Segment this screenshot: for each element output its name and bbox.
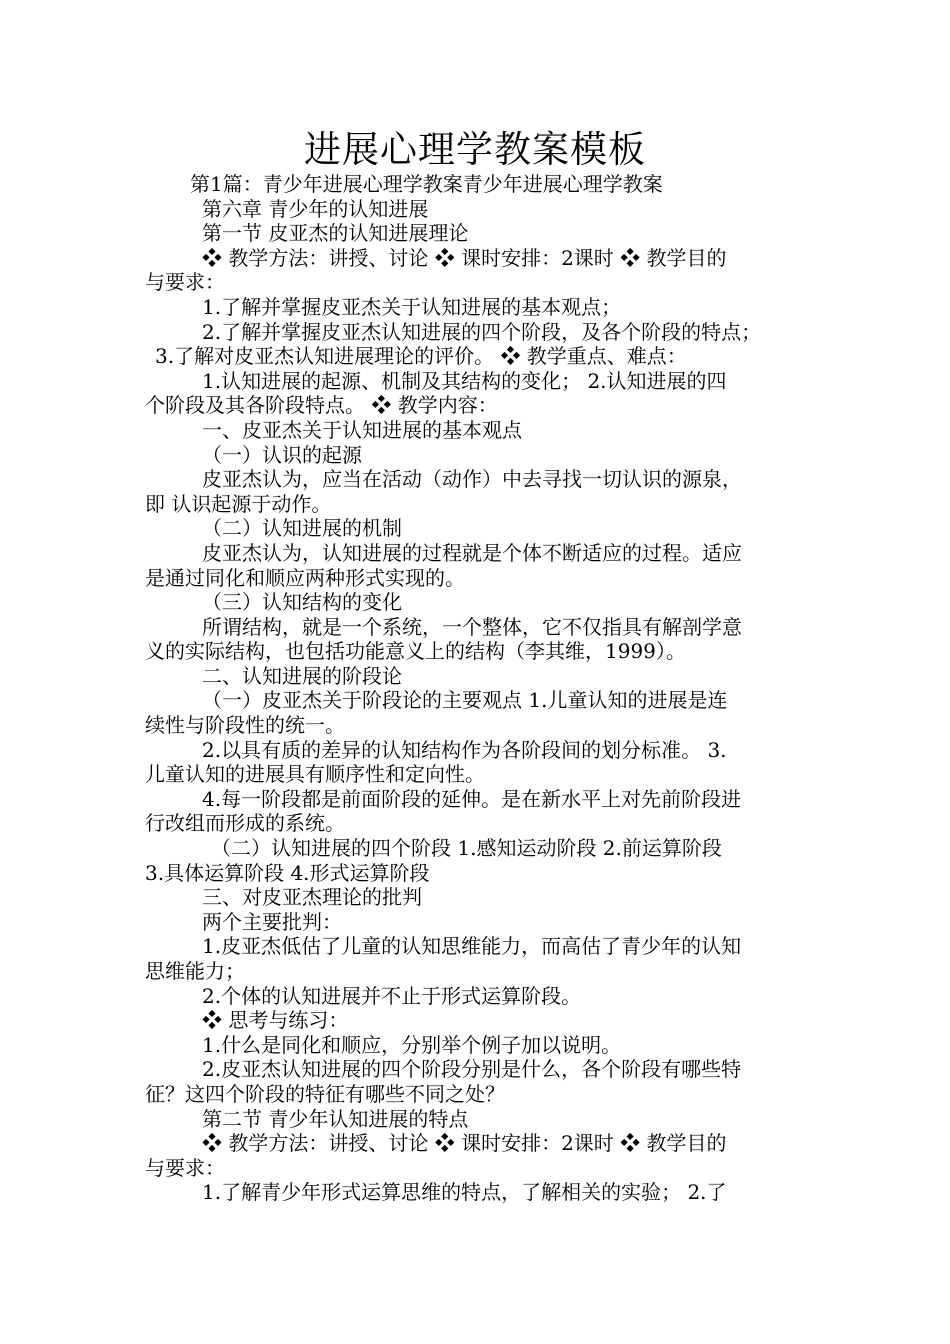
text-line: 皮亚杰认为，应当在活动（动作）中去寻找一切认识的源泉， [202,467,742,492]
text-line: 续性与阶段性的统一。 [145,713,345,738]
text-line: ❖ 教学方法：讲授、讨论 ❖ 课时安排：2课时 ❖ 教学目的 [202,245,727,270]
text-line: 2.皮亚杰认知进展的四个阶段分别是什么，各个阶段有哪些特 [202,1057,742,1082]
text-line: 所谓结构，就是一个系统，一个整体，它不仅指具有解剖学意 [202,614,742,639]
text-line: 皮亚杰认为，认知进展的过程就是个体不断适应的过程。适应 [202,540,742,565]
text-line: 1.了解青少年形式运算思维的特点，了解相关的实验； 2.了 [202,1180,727,1205]
document-body [145,172,813,1205]
subsection-heading: 一、皮亚杰关于认知进展的基本观点 [202,417,522,442]
text-line: 2.了解并掌握皮亚杰认知进展的四个阶段，及各个阶段的特点； [202,319,762,344]
text-line: 1.认知进展的起源、机制及其结构的变化； 2.认知进展的四 [202,368,727,393]
text-line: ❖ 思考与练习： [202,1008,349,1033]
text-line: 两个主要批判： [202,909,342,934]
text-line: 2.个体的认知进展并不止于形式运算阶段。 [202,983,582,1008]
text-line: 行改组而形成的系统。 [145,811,345,836]
text-line: 与要求： [145,1155,225,1180]
chapter-heading: 第六章 青少年的认知进展 [202,196,429,221]
text-line: （一）皮亚杰关于阶段论的主要观点 1.儿童认知的进展是连 [202,688,728,713]
text-line: 与要求： [145,270,225,295]
subsection-heading: （一）认识的起源 [202,442,362,467]
text-line: 征？这四个阶段的特征有哪些不同之处？ [145,1081,505,1106]
text-line: 1.了解并掌握皮亚杰关于认知进展的基本观点； [202,294,622,319]
section-heading: 第一节 皮亚杰的认知进展理论 [202,221,469,246]
text-line: ❖ 教学方法：讲授、讨论 ❖ 课时安排：2课时 ❖ 教学目的 [202,1131,727,1156]
text-line: 义的实际结构，也包括功能意义上的结构（李其维，1999）。 [145,639,686,664]
text-line: （二）认知进展的四个阶段 1.感知运动阶段 2.前运算阶段 [211,836,722,861]
text-line: 个阶段及其各阶段特点。 ❖ 教学内容： [145,393,498,418]
section-heading: 第二节 青少年认知进展的特点 [202,1106,469,1131]
text-line: 1.皮亚杰低估了儿童的认知思维能力，而高估了青少年的认知 [202,934,742,959]
text-line: 4.每一阶段都是前面阶段的延伸。是在新水平上对先前阶段进 [202,786,742,811]
document-title: 进展心理学教案模板 [304,128,646,171]
text-line: 1.什么是同化和顺应，分别举个例子加以说明。 [202,1032,622,1057]
text-line: 是通过同化和顺应两种形式实现的。 [145,565,465,590]
text-line: 即 认识起源于动作。 [145,491,332,516]
subsection-heading: 二、认知进展的阶段论 [202,663,402,688]
text-line: 3.具体运算阶段 4.形式运算阶段 [145,860,430,885]
text-line: 3.了解对皮亚杰认知进展理论的评价。 ❖ 教学重点、难点： [155,344,687,369]
subsection-heading: （三）认知结构的变化 [202,590,402,615]
text-line: 儿童认知的进展具有顺序性和定向性。 [145,762,485,787]
text-line: 思维能力； [145,959,245,983]
subsection-heading: （二）认知进展的机制 [202,516,402,541]
text-line: 2.以具有质的差异的认知结构作为各阶段间的划分标准。 3. [202,737,727,762]
text-line: 第1篇：青少年进展心理学教案青少年进展心理学教案 [190,172,663,196]
subsection-heading: 三、对皮亚杰理论的批判 [202,885,422,910]
